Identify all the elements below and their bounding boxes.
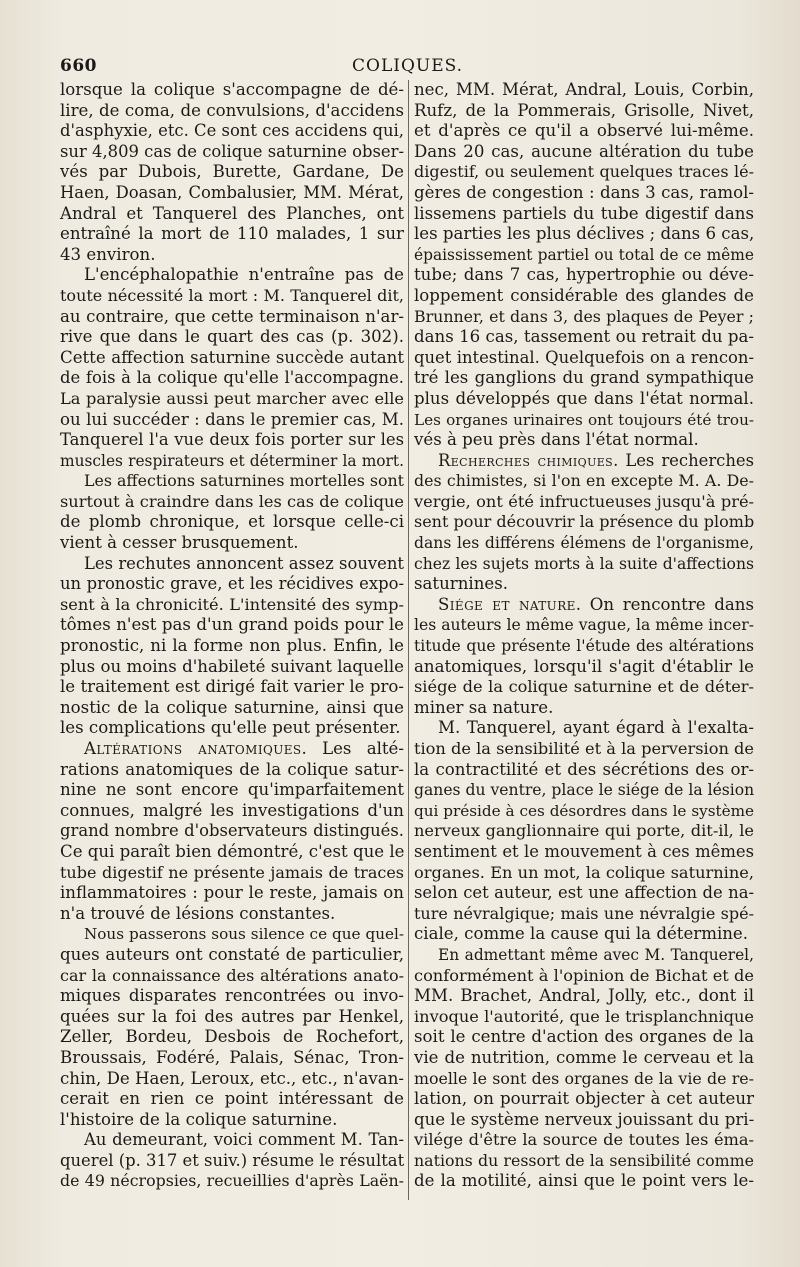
text-line: rations anatomiques de la colique satur- xyxy=(60,759,404,779)
text-line: nerveux ganglionnaire qui porte, dit-il, le xyxy=(414,821,754,841)
text-line: quées sur la foi des autres par Henkel, xyxy=(60,1006,404,1026)
text-line: rive que dans le quart des cas (p. 302). xyxy=(60,327,404,347)
text-line: ciale, comme la cause qui la détermine. xyxy=(414,924,749,944)
text-line: tube digestif ne présente jamais de traces xyxy=(60,862,404,882)
text-line: nations du ressort de la sensibilité comme xyxy=(414,1150,754,1170)
text-line: les auteurs le même vague, la même incer- xyxy=(414,616,754,635)
text-line: ou lui succéder : dans le premier cas, M. xyxy=(60,409,404,429)
text-line: qui préside à ces désordres dans le système xyxy=(414,801,754,820)
page-number: 660 xyxy=(60,56,97,76)
text-line: Rufz, de la Pommerais, Grisolle, Nivet, xyxy=(414,100,754,120)
text-line: les complications qu'elle peut présenter. xyxy=(60,718,401,738)
text-line: tion de la sensibilité et à la perversion de xyxy=(414,739,754,758)
heading-continuation: . On rencontre dans xyxy=(575,594,754,614)
text-line: nine ne sont encore qu'imparfaitement xyxy=(60,780,404,800)
text-line: soit le centre d'action des organes de la xyxy=(414,1027,754,1047)
text-line: Les rechutes annoncent assez souvent xyxy=(84,553,404,573)
section-heading: Altérations anatomiques xyxy=(84,739,302,758)
text-line: chez les sujets morts à la suite d'affections xyxy=(414,554,754,573)
text-line: organes. En un mot, la colique saturnine, xyxy=(414,862,754,882)
text-line: épaississement partiel ou total de ce même xyxy=(414,245,754,264)
text-line xyxy=(60,739,404,760)
text-line: chin, De Haen, Leroux, etc., etc., n'avan- xyxy=(60,1068,404,1088)
text-line: de plomb chronique, et lorsque celle-ci xyxy=(60,512,404,532)
text-line: lation, on pourrait objecter à cet auteur xyxy=(414,1089,754,1109)
text-line: vilége d'être la source de toutes les éma- xyxy=(414,1130,754,1150)
text-line: sent pour découvrir la présence du plomb xyxy=(414,512,755,532)
text-line: vie de nutrition, comme le cerveau et la xyxy=(414,1047,754,1067)
text-line: pronostic, ni la forme non plus. Enfin, le xyxy=(60,636,404,656)
text-line: Dans 20 cas, aucune altération du tube xyxy=(414,141,754,161)
heading-continuation: . Les recherches xyxy=(613,450,755,470)
text-line: Cette affection saturnine succède autant xyxy=(60,347,404,367)
text-line: MM. Brachet, Andral, Jolly, etc., dont il xyxy=(414,986,754,1006)
text-line: grand nombre d'observateurs distingués. xyxy=(60,821,404,841)
text-line: M. Tanquerel, ayant égard à l'exalta- xyxy=(438,718,754,738)
text-line xyxy=(414,595,754,616)
text-line: moelle le sont des organes de la vie de re- xyxy=(414,1068,754,1088)
text-line: vés à peu près dans l'état normal. xyxy=(414,430,699,450)
text-line: le traitement est dirigé fait varier le pro- xyxy=(60,677,404,697)
text-line: muscles respirateurs et déterminer la mort. xyxy=(60,451,404,470)
text-line: Andral et Tanquerel des Planches, ont xyxy=(60,203,404,223)
text-line: ques auteurs ont constaté de particulier, xyxy=(60,944,404,964)
text-line: Broussais, Fodéré, Palais, Sénac, Tron- xyxy=(60,1047,404,1067)
text-line: Tanquerel l'a vue deux fois porter sur les xyxy=(60,430,404,450)
text-line: plus développés que dans l'état normal. xyxy=(414,388,754,408)
text-line: querel (p. 317 et suiv.) résume le résultat xyxy=(60,1150,405,1170)
text-line: entraîné la mort de 110 malades, 1 sur xyxy=(60,224,404,244)
text-line: nec, MM. Mérat, Andral, Louis, Corbin, xyxy=(414,80,754,99)
right-text-column xyxy=(414,80,754,1192)
text-line: au contraire, que cette terminaison n'ar- xyxy=(60,306,404,326)
text-line: lorsque la colique s'accompagne de dé- xyxy=(60,80,404,99)
text-line: Au demeurant, voici comment M. Tan- xyxy=(84,1130,404,1150)
text-line: Les organes urinaires ont toujours été trou- xyxy=(414,410,754,429)
text-line: quet intestinal. Quelquefois on a rencon- xyxy=(414,347,754,367)
text-line: digestif, ou seulement quelques traces lé- xyxy=(414,162,754,182)
text-line: toute nécessité la mort : M. Tanquerel dit, xyxy=(60,285,404,305)
text-line: et d'après ce qu'il a observé lui-même. xyxy=(414,121,754,141)
text-line: anatomiques, lorsqu'il s'agit d'établir le xyxy=(414,656,754,676)
text-line: vient à cesser brusquement. xyxy=(60,533,299,553)
text-line: titude que présente l'étude des altérations xyxy=(414,637,754,656)
text-line: tré les ganglions du grand sympathique xyxy=(414,368,754,388)
text-line: Nous passerons sous silence ce que quel- xyxy=(84,925,404,944)
text-line: siége de la colique saturnine et de déter- xyxy=(414,677,754,697)
text-line: La paralysie aussi peut marcher avec elle xyxy=(60,388,404,408)
section-heading: Recherches chimiques xyxy=(438,450,614,470)
text-line: Ce qui paraît bien démontré, c'est que le xyxy=(60,841,405,861)
text-line: En admettant même avec M. Tanquerel, xyxy=(438,945,754,964)
text-line: de la motilité, ainsi que le point vers le- xyxy=(414,1171,754,1191)
text-line: Zeller, Bordeu, Desbois de Rochefort, xyxy=(60,1027,404,1047)
text-line: plus ou moins d'habileté suivant laquelle xyxy=(60,656,404,676)
text-line: nostic de la colique saturnine, ainsi que xyxy=(60,697,404,717)
text-line: cerait en rien ce point intéressant de xyxy=(60,1089,404,1109)
text-line: lire, de coma, de convulsions, d'accidens xyxy=(60,100,404,120)
text-line xyxy=(414,451,754,472)
text-line: vergie, ont été infructueuses jusqu'à pré- xyxy=(414,491,754,511)
text-line: 43 environ. xyxy=(60,244,156,264)
text-line: dans 16 cas, tassement ou retrait du pa- xyxy=(414,327,754,347)
text-line: que le système nerveux jouissant du pri- xyxy=(414,1109,755,1129)
text-line: surtout à craindre dans les cas de colique xyxy=(60,491,404,511)
text-line: inflammatoires : pour le reste, jamais on xyxy=(60,883,404,903)
text-line: tube; dans 7 cas, hypertrophie ou déve- xyxy=(414,265,754,285)
text-line: dans les différens élémens de l'organisme, xyxy=(414,534,754,553)
text-line: sent à la chronicité. L'intensité des symp- xyxy=(60,594,404,614)
text-line: les parties les plus déclives ; dans 6 cas, xyxy=(414,224,755,244)
text-line: L'encéphalopathie n'entraîne pas de xyxy=(84,265,404,285)
text-line: connues, malgré les investigations d'un xyxy=(60,800,404,820)
text-line: invoque l'autorité, que le trisplanchnique xyxy=(414,1006,754,1026)
text-line: de fois à la colique qu'elle l'accompagne. xyxy=(60,368,404,388)
text-line: gères de congestion : dans 3 cas, ramol- xyxy=(414,182,754,202)
text-line: Brunner, et dans 3, des plaques de Peyer ; xyxy=(414,306,754,326)
text-line: des chimistes, si l'on en excepte M. A. De- xyxy=(414,471,754,491)
text-line: Les affections saturnines mortelles sont xyxy=(84,471,404,491)
text-line: lissemens partiels du tube digestif dans xyxy=(414,203,754,223)
text-line: d'asphyxie, etc. Ce sont ces accidens qui, xyxy=(60,121,404,141)
text-line: saturnines. xyxy=(414,574,508,594)
text-line: ture névralgique; mais une névralgie spé- xyxy=(414,903,754,923)
section-heading: Siége et nature xyxy=(438,594,576,614)
text-line: n'a trouvé de lésions constantes. xyxy=(60,903,336,923)
running-title: COLIQUES. xyxy=(352,56,464,76)
text-line: miques disparates rencontrées ou invo- xyxy=(60,986,404,1006)
column-divider xyxy=(408,80,409,1200)
text-line: car la connaissance des altérations anato- xyxy=(60,965,404,985)
left-text-column xyxy=(60,80,404,1192)
text-line: ganes du ventre, place le siége de la lésion xyxy=(414,781,755,800)
text-line: tômes n'est pas d'un grand poids pour le xyxy=(60,615,404,635)
heading-continuation: . Les alté- xyxy=(301,739,404,758)
text-line: miner sa nature. xyxy=(414,697,554,717)
text-line: loppement considérable des glandes de xyxy=(414,285,754,305)
text-line: un pronostic grave, et les récidives expo- xyxy=(60,574,404,594)
text-line: conformément à l'opinion de Bichat et de xyxy=(414,965,754,985)
text-line: de 49 nécropsies, recueillies d'après Laën- xyxy=(60,1171,404,1191)
text-line: l'histoire de la colique saturnine. xyxy=(60,1109,338,1129)
text-line: sentiment et le mouvement à ces mêmes xyxy=(414,841,754,861)
text-line: Haen, Doasan, Combalusier, MM. Mérat, xyxy=(60,182,404,202)
text-line: la contractilité et des sécrétions des or- xyxy=(414,759,754,779)
text-line: selon cet auteur, est une affection de na- xyxy=(414,883,754,903)
running-head xyxy=(60,56,770,82)
text-line: vés par Dubois, Burette, Gardane, De xyxy=(60,162,404,182)
text-line: sur 4,809 cas de colique saturnine obser- xyxy=(60,141,404,161)
